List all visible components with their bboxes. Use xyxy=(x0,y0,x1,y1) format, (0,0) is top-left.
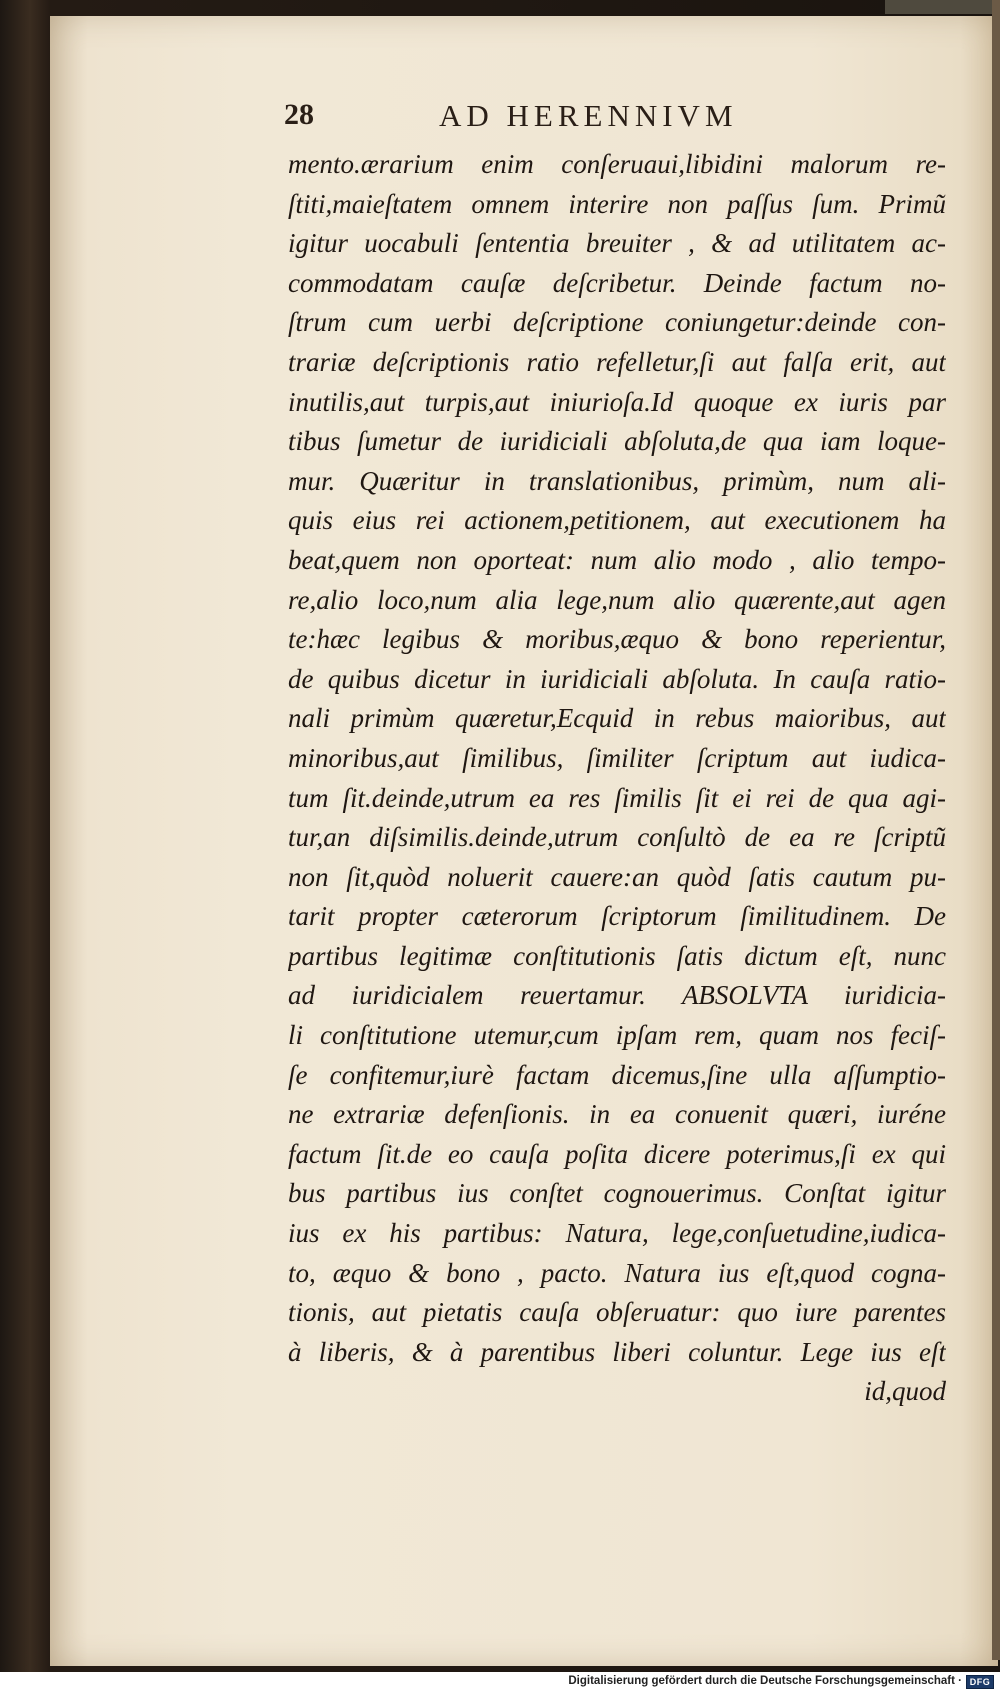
running-head-title: AD HERENNIVM xyxy=(439,98,738,133)
text-line: tionis, aut pietatis cauſa obſeruatur: quo iure parentes xyxy=(288,1297,946,1328)
text-line: tur,an diſsimilis.deinde,utrum conſultò de ea re ſcriptũ xyxy=(288,822,946,853)
text-line: beat,quem non oporteat: num alio modo , alio tempo- xyxy=(288,544,946,575)
text-line: ne extrariæ defenſionis. in ea conuenit quæri, iuréne xyxy=(288,1099,946,1130)
text-line: commodatam cauſæ deſcribetur. Deinde factum no- xyxy=(288,267,946,298)
text-line: li conſtitutione utemur,cum ipſam rem, quam nos feciſ- xyxy=(288,1020,946,1051)
text-line: factum ſit.de eo cauſa poſita dicere poterimus,ſi ex qui xyxy=(288,1138,946,1169)
text-line: ad iuridicialem reuertamur. ABSOLVTA iuridicia- xyxy=(288,980,946,1011)
running-head xyxy=(284,98,944,138)
page-text xyxy=(288,145,946,1412)
text-line: inutilis,aut turpis,aut iniurioſa.Id quoque ex iuris par xyxy=(288,386,946,417)
dfg-logo-text: DFG xyxy=(969,1677,991,1687)
text-line: de quibus dicetur in iuridiciali abſoluta. In cauſa ratio- xyxy=(288,663,946,694)
book-edge-right xyxy=(992,0,1000,1660)
text-line: ius ex his partibus: Natura, lege,conſuetudine,iudica- xyxy=(288,1218,946,1249)
text-line: à liberis, & à parentibus liberi coluntur. Lege ius eſt xyxy=(288,1336,946,1367)
text-line: igitur uocabuli ſententia breuiter , & ad utilitatem ac- xyxy=(288,228,946,259)
text-line: quis eius rei actionem,petitionem, aut executionem ha xyxy=(288,505,946,536)
book-edge-top xyxy=(885,0,1000,14)
text-line: ſe confitemur,iurè factam dicemus,ſine ulla aſſumptio- xyxy=(288,1059,946,1090)
text-line: mento.ærarium enim conſeruaui,libidini malorum re- xyxy=(288,149,946,179)
footer-credit: Digitalisierung gefördert durch die Deutsche Forschungsgemeinschaft · xyxy=(568,1675,962,1687)
text-line: ſtrum cum uerbi deſcriptione coniungetur:deinde con- xyxy=(288,307,946,338)
text-line: ſtiti,maieſtatem omnem interire non paſſus ſum. Primũ xyxy=(288,188,946,219)
text-line: bus partibus ius conſtet cognouerimus. Conſtat igitur xyxy=(288,1178,946,1209)
page-number: 28 xyxy=(284,98,314,131)
text-line: non ſit,quòd noluerit cauere:an quòd ſatis cautum pu- xyxy=(288,861,946,892)
text-line: minoribus,aut ſimilibus, ſimiliter ſcriptum aut iudica- xyxy=(288,742,946,773)
digitization-footer xyxy=(0,1672,1000,1693)
text-line: tum ſit.deinde,utrum ea res ſimilis ſit ei rei de qua agi- xyxy=(288,782,946,813)
catchword: id,quod xyxy=(864,1376,946,1407)
dfg-logo xyxy=(966,1675,994,1689)
text-line: nali primùm quæretur,Ecquid in rebus maioribus, aut xyxy=(288,703,946,734)
text-line: re,alio loco,num alia lege,num alio quærente,aut agen xyxy=(288,584,946,615)
text-line: trariæ deſcriptionis ratio refelletur,ſi aut falſa erit, aut xyxy=(288,346,946,377)
text-line: te:hæc legibus & moribus,æquo & bono reperientur, xyxy=(288,624,946,655)
text-line: mur. Quæritur in translationibus, primùm, num ali- xyxy=(288,465,946,496)
text-line: tibus ſumetur de iuridiciali abſoluta,de qua iam loque- xyxy=(288,426,946,457)
text-line: partibus legitimæ conſtitutionis ſatis dictum eſt, nunc xyxy=(288,940,946,971)
text-line: to, æquo & bono , pacto. Natura ius eſt,quod cogna- xyxy=(288,1257,946,1288)
text-line: tarit propter cæterorum ſcriptorum ſimilitudinem. De xyxy=(288,901,946,932)
